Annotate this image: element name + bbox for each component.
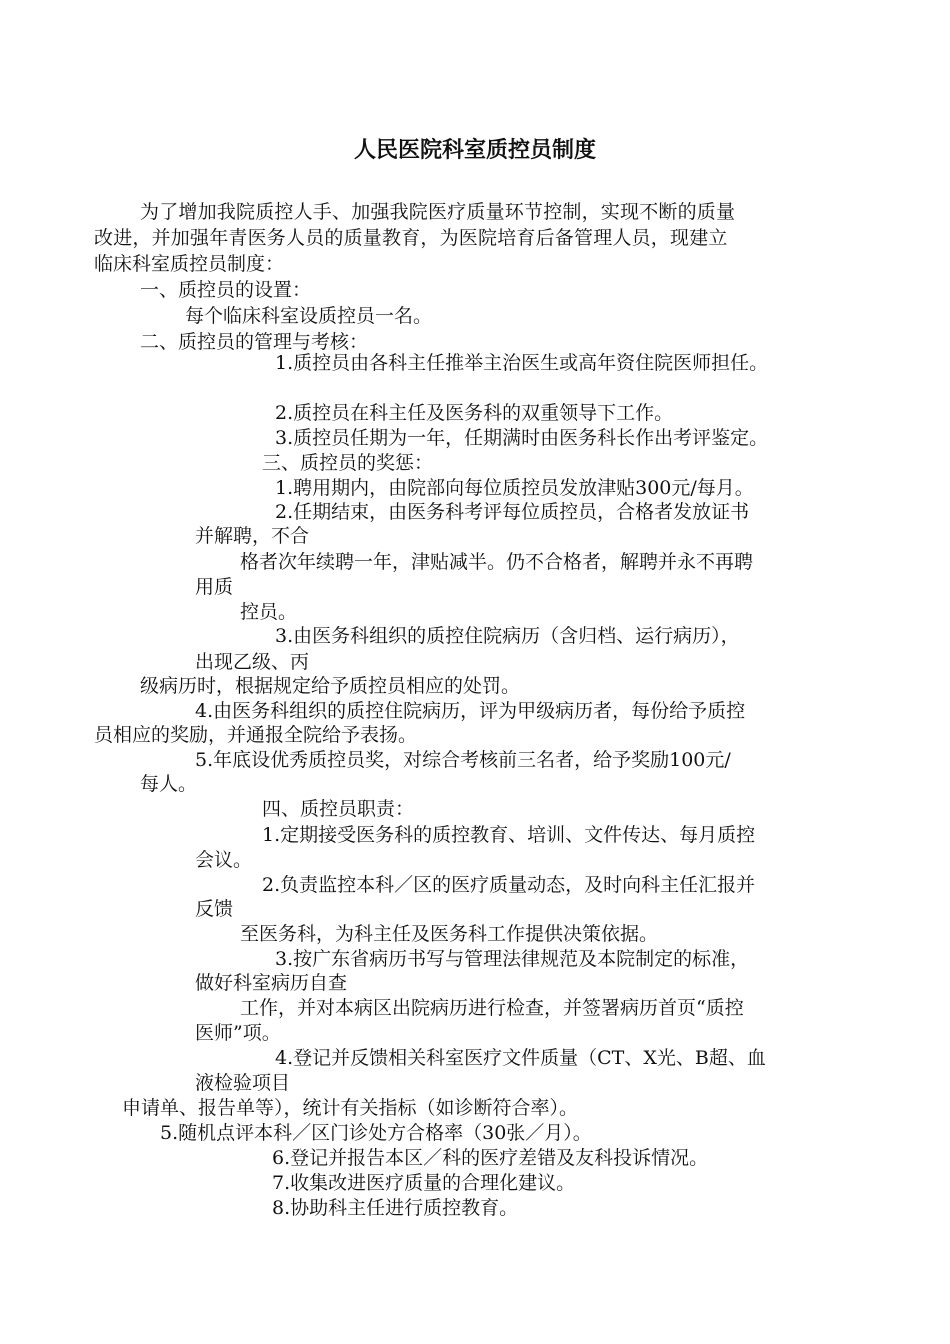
text-line: 3.质控员任期为一年，任期满时由医务科长作出考评鉴定。 (275, 427, 769, 449)
text-line: 为了增加我院质控人手、加强我院医疗质量环节控制，实现不断的质量 (140, 201, 736, 223)
section-heading: 二、质控员的管理与考核： (140, 331, 369, 353)
text-line: 4.登记并反馈相关科室医疗文件质量（CT、X光、B超、血 (275, 1047, 766, 1069)
section-heading: 四、质控员职责： (262, 798, 415, 820)
text-line: 会议。 (195, 849, 253, 871)
text-line: 5.年底设优秀质控员奖，对综合考核前三名者，给予奖励100元/ (195, 749, 731, 771)
document-title: 人民医院科室质控员制度 (353, 138, 596, 163)
text-line: 每个临床科室设质控员一名。 (185, 305, 433, 327)
text-line: 8.协助科主任进行质控教育。 (272, 1197, 519, 1219)
text-line: 液检验项目 (195, 1072, 291, 1094)
text-line: 申请单、报告单等），统计有关指标（如诊断符合率）。 (122, 1097, 579, 1119)
text-line: 级病历时，根据规定给予质控员相应的处罚。 (140, 675, 521, 697)
text-line: 3.由医务科组织的质控住院病历（含归档、运行病历）， (275, 625, 740, 647)
text-line: 做好科室病历自查 (195, 972, 348, 994)
text-line: 1.聘用期内，由院部向每位质控员发放津贴300元/每月。 (275, 477, 754, 499)
text-line: 1.质控员由各科主任推举主治医生或高年资住院医师担任。 (275, 352, 769, 374)
text-line: 5.随机点评本科／区门诊处方合格率（30张／月）。 (160, 1122, 592, 1144)
text-line: 反馈 (195, 898, 234, 920)
section-heading: 一、质控员的设置： (140, 279, 312, 301)
text-line: 2.质控员在科主任及医务科的双重领导下工作。 (275, 402, 674, 424)
text-line: 4.由医务科组织的质控住院病历，评为甲级病历者，每份给予质控 (195, 700, 746, 722)
text-line: 每人。 (140, 773, 198, 795)
text-line: 格者次年续聘一年，津贴减半。仍不合格者，解聘并永不再聘 (240, 551, 754, 573)
text-line: 3.按广东省病历书写与管理法律规范及本院制定的标准， (275, 948, 750, 970)
text-line: 用质 (195, 576, 234, 598)
section-heading: 三、质控员的奖惩： (262, 452, 434, 474)
text-line: 7.收集改进医疗质量的合理化建议。 (272, 1172, 576, 1194)
text-line: 改进，并加强年青医务人员的质量教育，为医院培育后备管理人员，现建立 (94, 227, 728, 249)
text-line: 员相应的奖励，并通报全院给予表扬。 (94, 724, 418, 746)
text-line: 2.任期结束，由医务科考评每位质控员，合格者发放证书 (275, 501, 750, 523)
text-line: 工作，并对本病区出院病历进行检查，并签署病历首页“质控 (240, 997, 744, 1019)
text-line: 医师”项。 (195, 1022, 281, 1044)
text-line: 临床科室质控员制度： (94, 253, 285, 275)
text-line: 2.负责监控本科／区的医疗质量动态，及时向科主任汇报并 (262, 874, 756, 896)
text-line: 控员。 (240, 601, 298, 623)
text-line: 并解聘，不合 (195, 525, 310, 547)
text-line: 至医务科，为科主任及医务科工作提供决策依据。 (240, 923, 659, 945)
text-line: 1.定期接受医务科的质控教育、培训、文件传达、每月质控 (262, 824, 756, 846)
text-line: 6.登记并报告本区／科的医疗差错及友科投诉情况。 (272, 1147, 709, 1169)
text-line: 出现乙级、丙 (195, 651, 310, 673)
